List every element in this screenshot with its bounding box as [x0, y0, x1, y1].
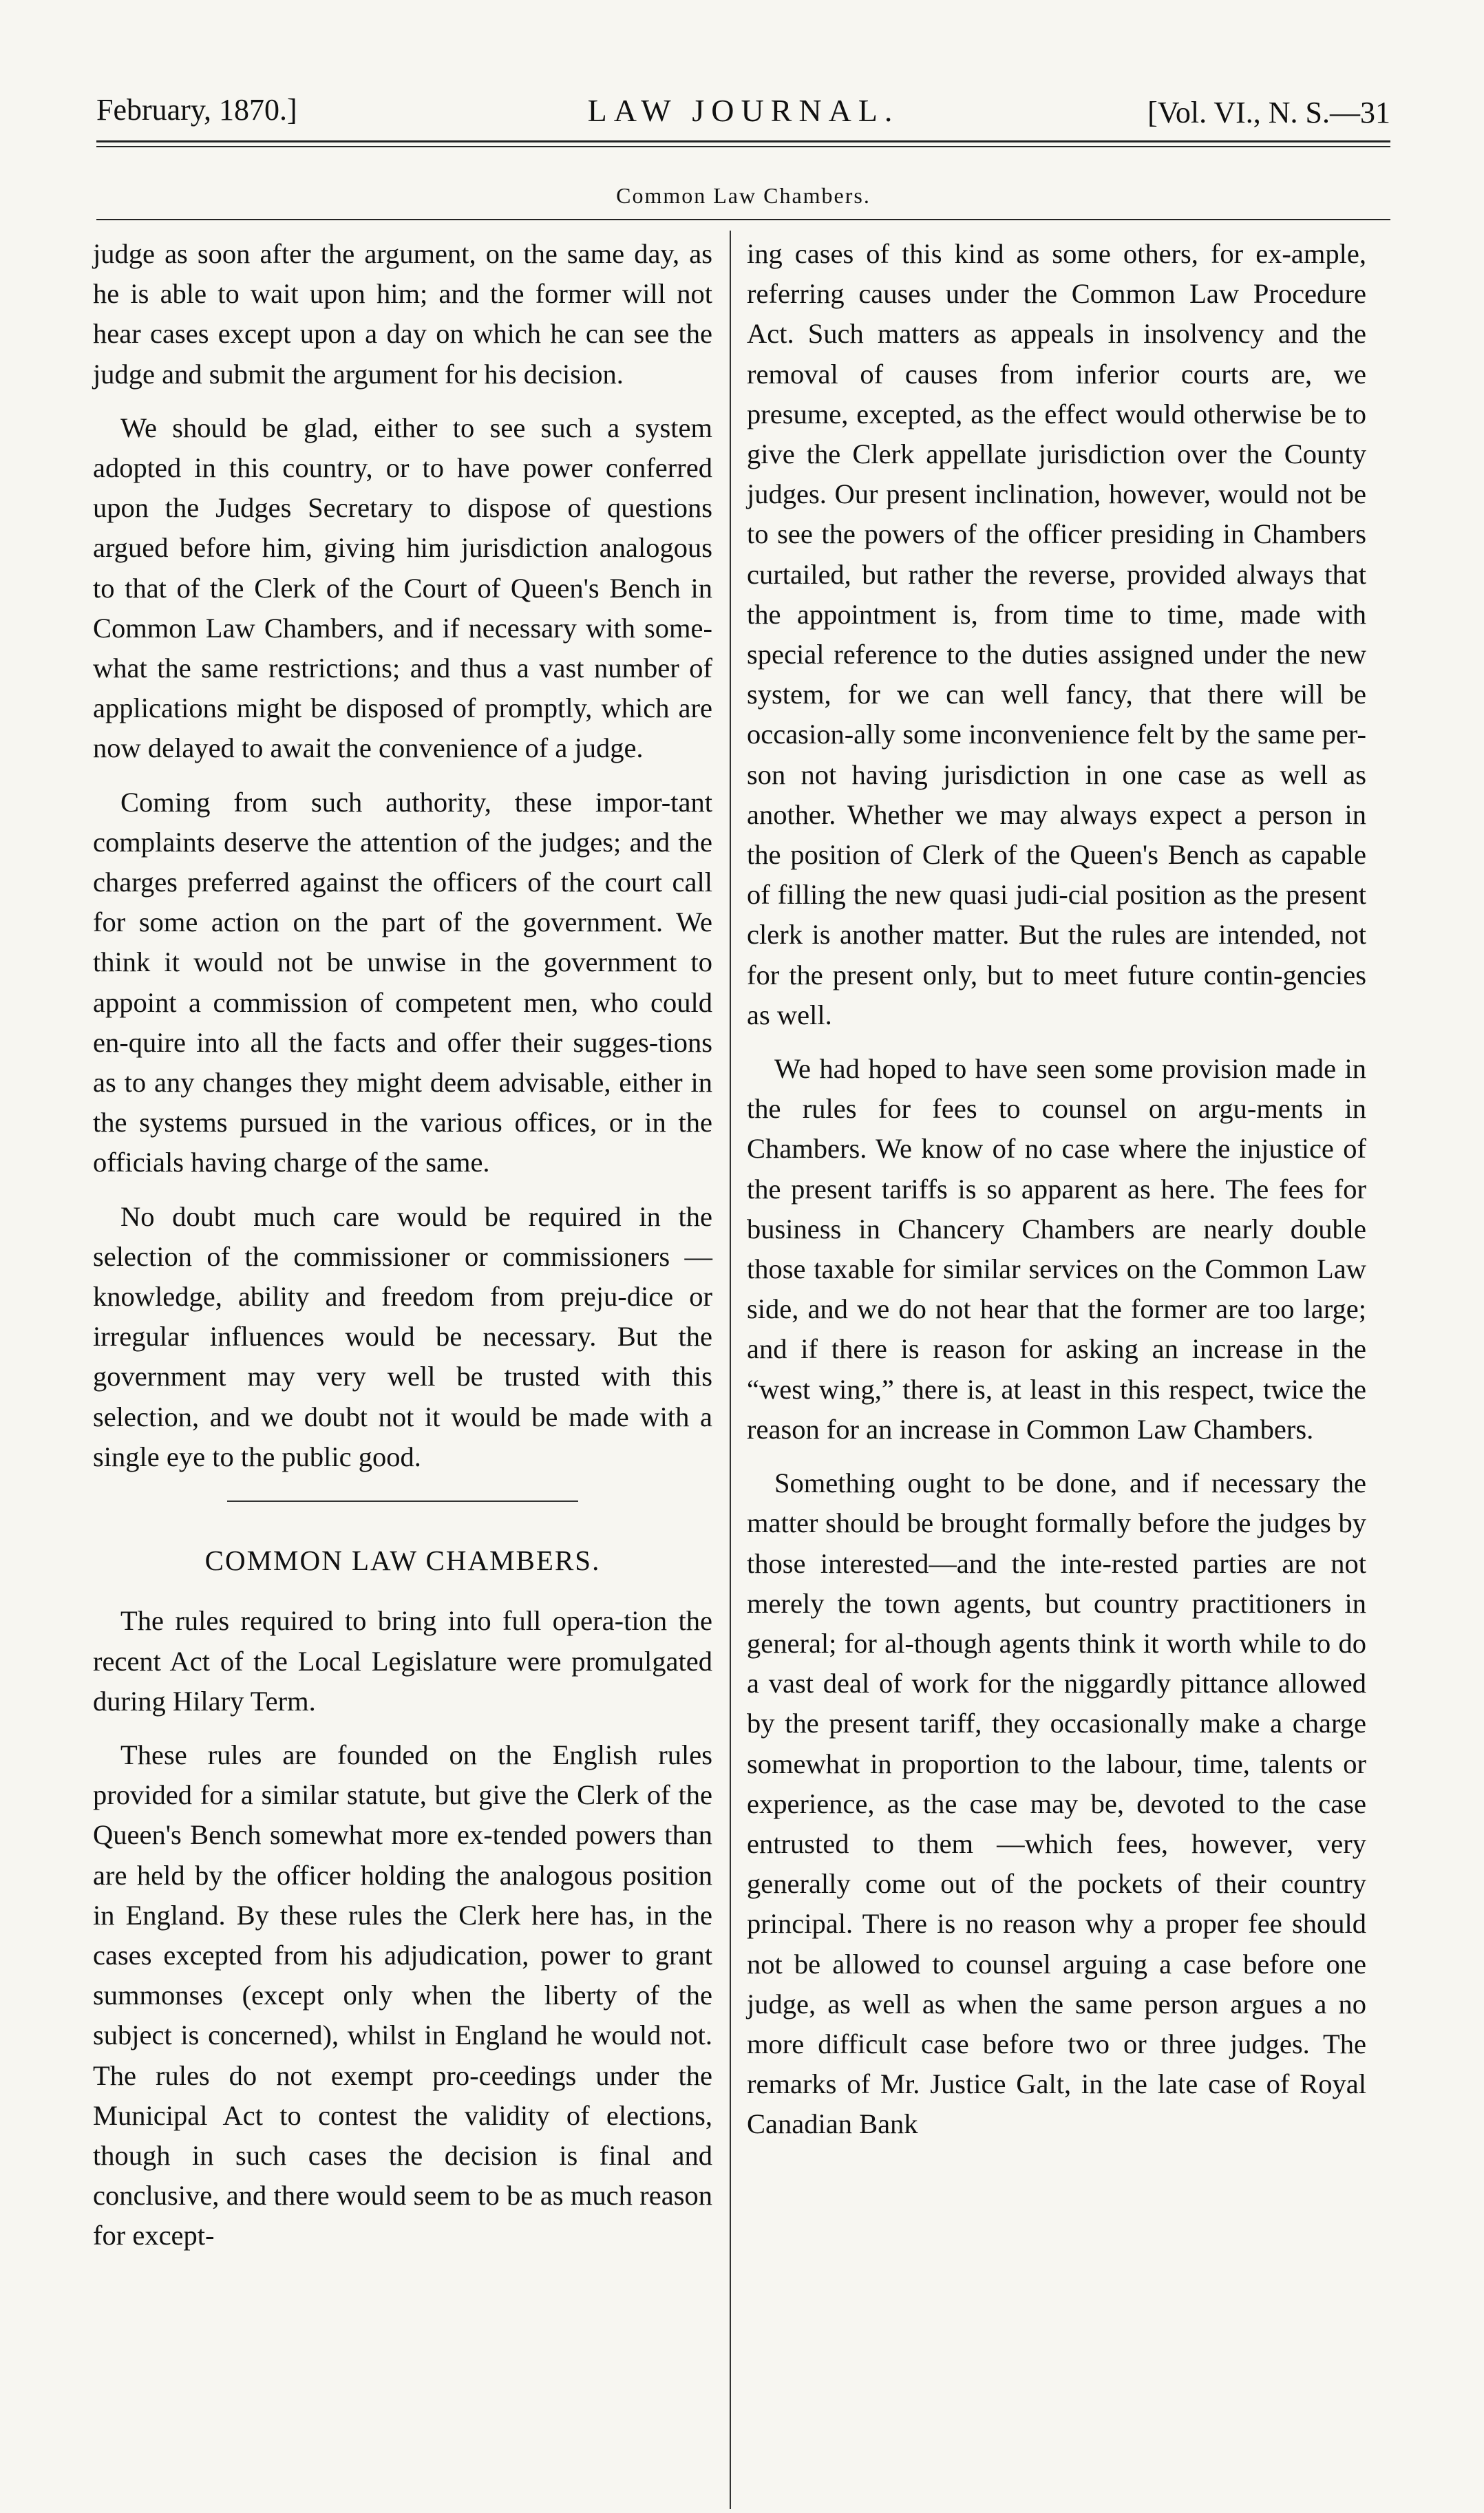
- paragraph: The rules required to bring into full opera-tion the recent Act of the Local Legislature were promulgated during Hilary Term.: [93, 1605, 712, 1717]
- section-running-head: Common Law Chambers.: [616, 183, 871, 208]
- header-volume: [Vol. VI., N. S.—31: [1147, 96, 1390, 129]
- left-column: [93, 234, 712, 2256]
- right-column: [747, 234, 1366, 2145]
- section-rule: [96, 219, 1390, 220]
- article-separator: [227, 1501, 578, 1502]
- header-rule-bottom: [96, 146, 1390, 147]
- paragraph: Coming from such authority, these impor-tant complaints deserve the attention of the judges; and the charges preferred against the officers of the court call for some action on the part of the government. We think it would not be unwise in the government to appoint a commission of competent men, who could en-quire into all the facts and offer their sugges-tions as to any changes they might deem advisable, either in the systems pursued in the various offices, or in the officials having charge of the same.: [93, 786, 712, 1178]
- article-title: COMMON LAW CHAMBERS.: [204, 1545, 601, 1577]
- paragraph: We should be glad, either to see such a system adopted in this country, or to have power conferred upon the Judges Secretary to dispose of questions argued before him, giving him jurisdiction analogous to that of the Clerk of the Court of Queen's Bench in Common Law Chambers, and if necessary with some-what the same restrictions; and thus a vast number of applications might be disposed of promptly, which are now delayed to await the convenience of a judge.: [93, 412, 712, 764]
- paragraph: ing cases of this kind as some others, for ex-ample, referring causes under the Common Law Procedure Act. Such matters as appeals in insolvency and the removal of causes from inferior courts are, we presume, excepted, as the effect would otherwise be to give the Clerk appellate jurisdiction over the County judges. Our present inclination, however, would not be to see the powers of the officer presiding in Chambers curtailed, but rather the reverse, provided always that the appointment is, from time to time, made with special reference to the duties assigned under the new system, for we can well fancy, that there will be occasion-ally some inconvenience felt by the same per-son not having jurisdiction in one case as well as another. Whether we may always expect a person in the position of Clerk of the Queen's Bench as capable of filling the new quasi judi-cial position as the present clerk is another matter. But the rules are intended, not for the present only, but to meet future contin-gencies as well.: [747, 238, 1366, 1030]
- paragraph: No doubt much care would be required in the selection of the commissioner or commissioners —knowledge, ability and freedom from preju-dice or irregular influences would be necessary. But the government may very well be trusted with this selection, and we doubt not it would be made with a single eye to the public good.: [93, 1200, 712, 1472]
- column-divider: [730, 231, 731, 2509]
- header-rule-top: [96, 140, 1390, 142]
- paragraph: judge as soon after the argument, on the same day, as he is able to wait upon him; and the former will not hear cases except upon a day on which he can see the judge and submit the argument for his decision.: [93, 238, 712, 390]
- header-date: February, 1870.]: [96, 93, 297, 127]
- running-header: [96, 88, 1390, 143]
- header-journal-title: LAW JOURNAL.: [587, 93, 900, 128]
- paragraph: Something ought to be done, and if necessary the matter should be brought formally before the judges by those interested—and the inte-rested parties are not merely the town agents, but country practitioners in general; for al-though agents think it worth while to do a vast deal of work for the niggardly pittance allowed by the present tariff, they occasionally make a charge somewhat in proportion to the labour, time, talents or experience, as the case may be, devoted to the case entrusted to them —which fees, however, very generally come out of the pockets of their country principal. There is no reason why a proper fee should not be allowed to counsel arguing a case before one judge, as well as when the same person argues a no more difficult case before two or three judges. The remarks of Mr. Justice Galt, in the late case of Royal Canadian Bank: [747, 1467, 1366, 2140]
- paragraph: These rules are founded on the English rules provided for a similar statute, but give the Clerk of the Queen's Bench somewhat more ex-tended powers than are held by the officer holding the analogous position in England. By these rules the Clerk here has, in the cases excepted from his adjudication, power to grant summonses (except only when the liberty of the subject is concerned), whilst in England he would not. The rules do not exempt pro-ceedings under the Municipal Act to contest the validity of elections, though in such cases the decision is final and conclusive, and there would seem to be as much reason for except-: [93, 1739, 712, 2251]
- paragraph: We had hoped to have seen some provision made in the rules for fees to counsel on argu-ments in Chambers. We know of no case where the injustice of the present tariffs is so apparent as here. The fees for business in Chancery Chambers are nearly double those taxable for similar services on the Common Law side, and we do not hear that the former are too large; and if there is reason for asking an increase in the “west wing,” there is, at least in this respect, twice the reason for an increase in Common Law Chambers.: [747, 1053, 1366, 1445]
